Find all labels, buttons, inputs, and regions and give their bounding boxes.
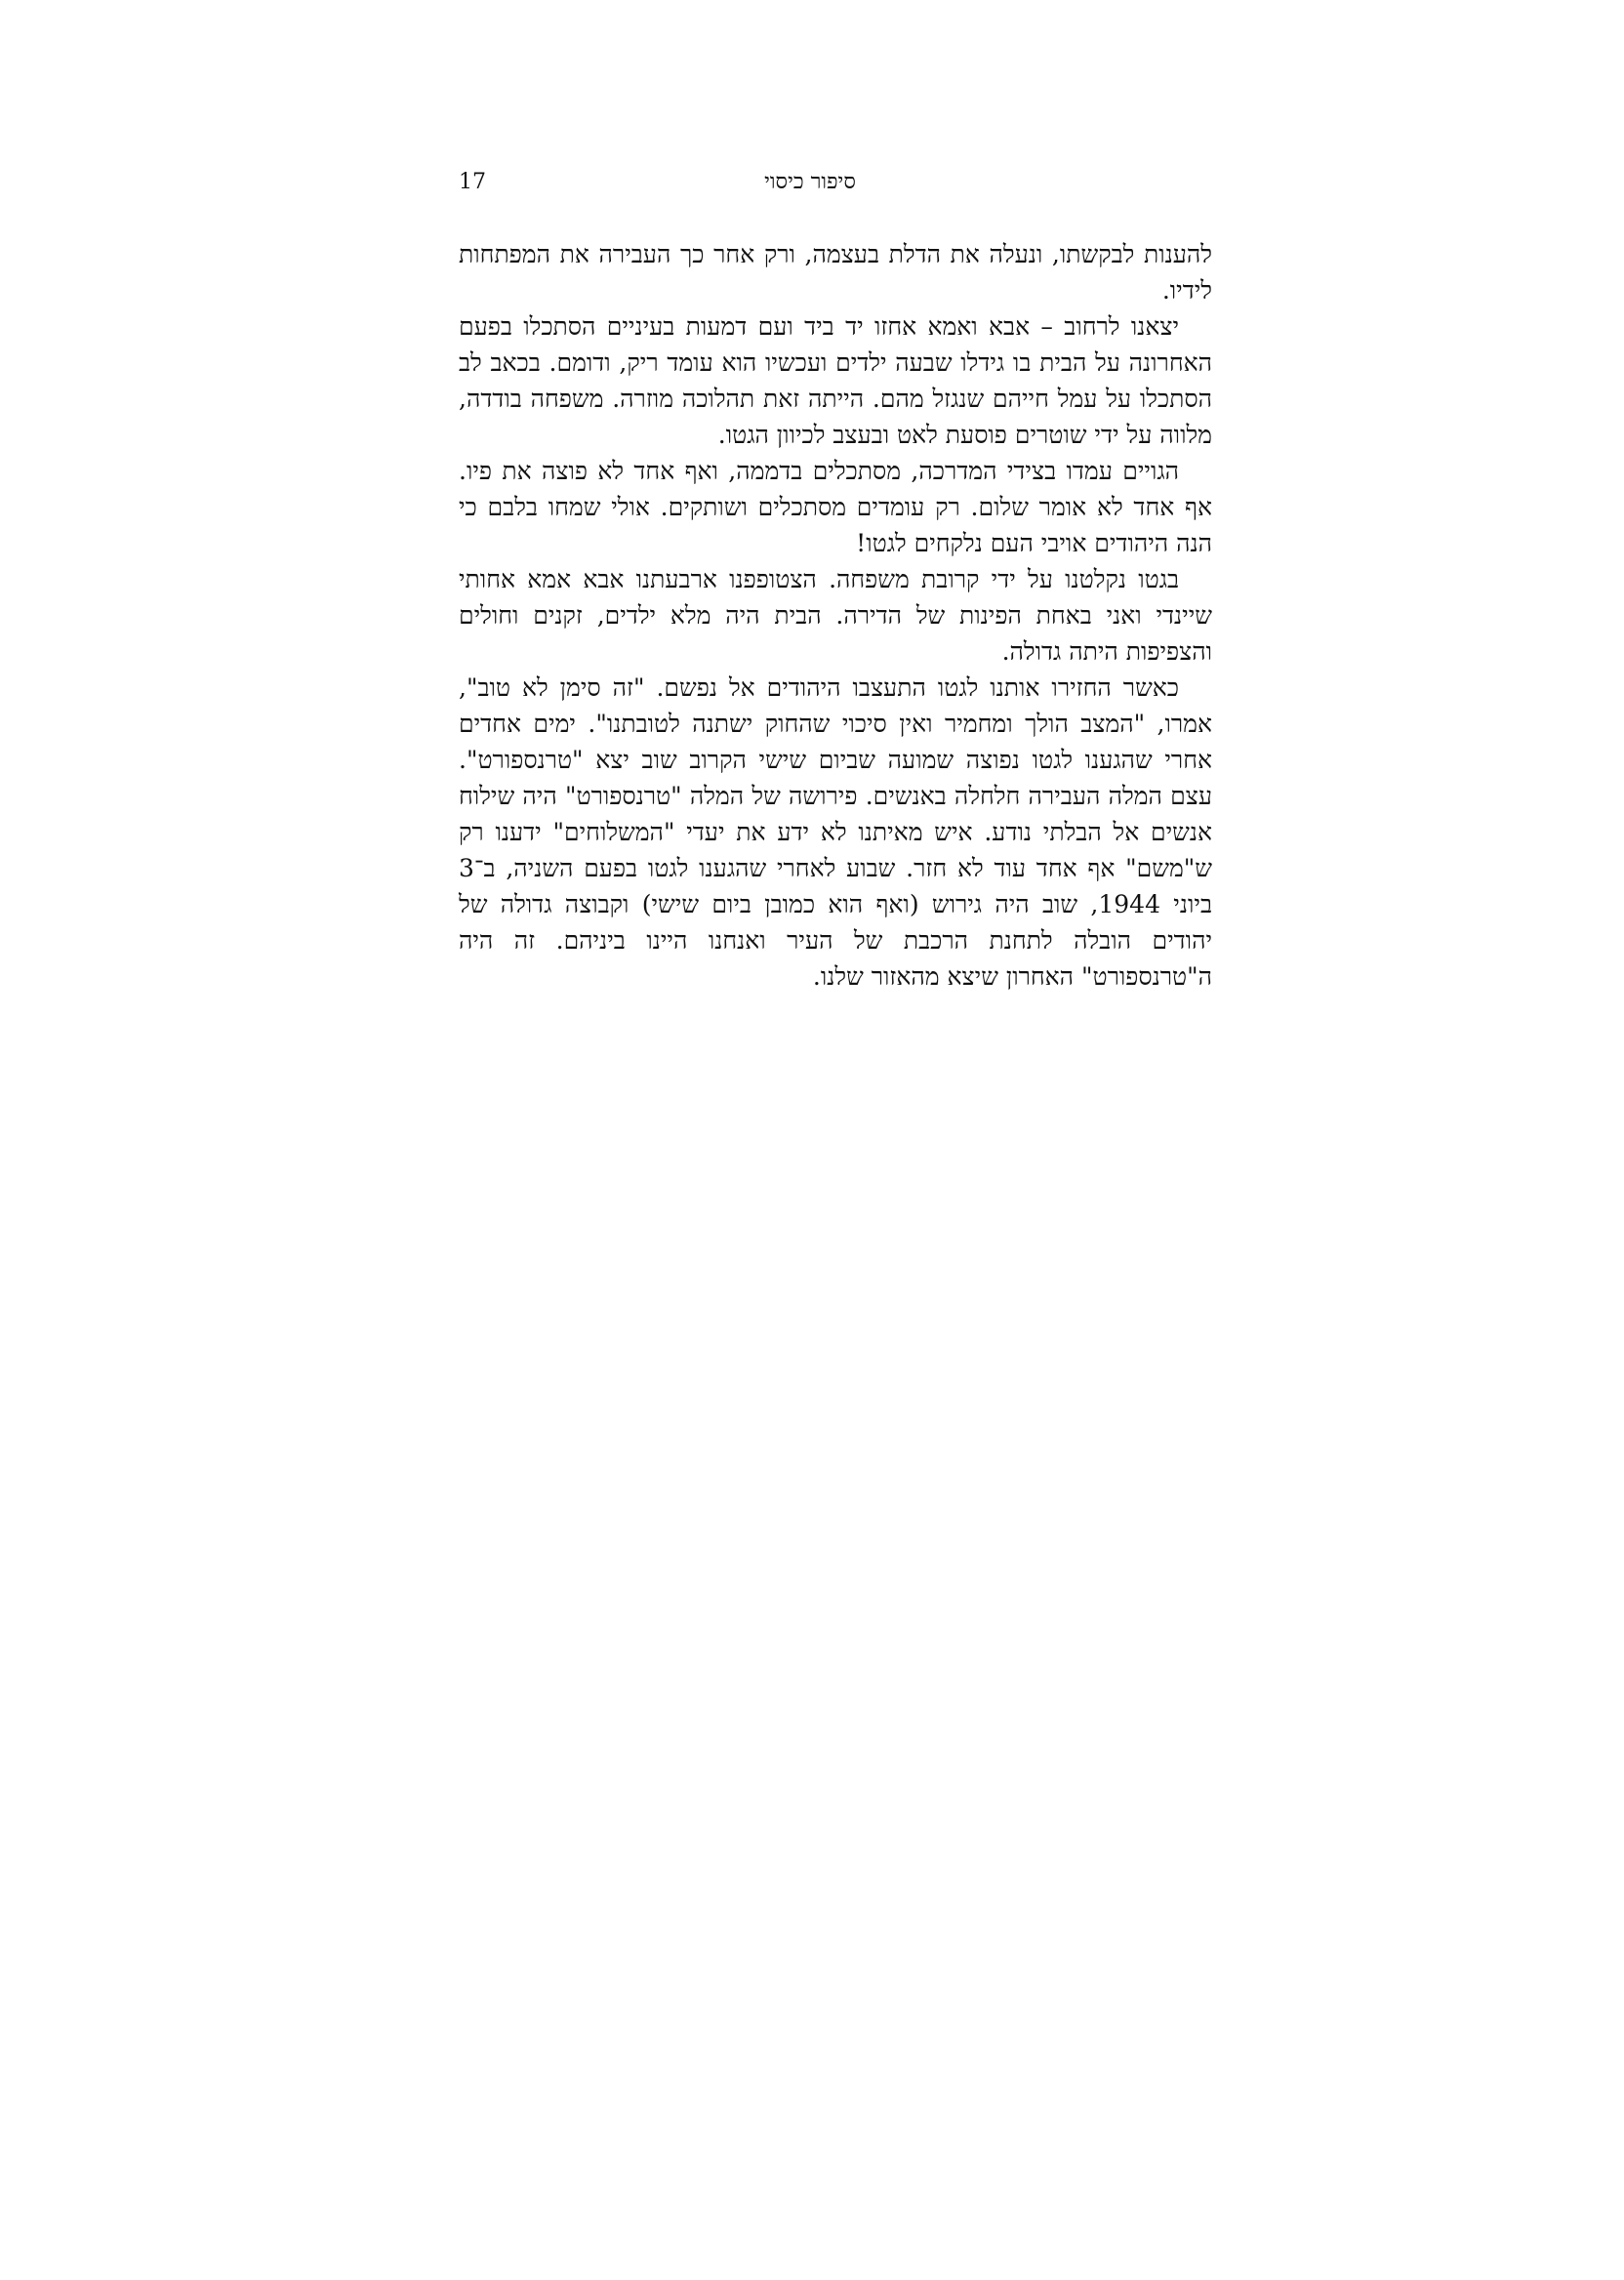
paragraph-2: יצאנו לרחוב – אבא ואמא אחזו יד ביד ועם דמעות בעיניים הסתכלו בפעם האחרונה על הבית בו גידלו שבעה ילדים ועכשיו הוא עומד ריק, ודומם. בכאב לב הסתכלו על עמל חייהם שנגזל מהם. הייתה זאת תהלוכה מוזרה. משפחה בודדה, מלווה על ידי שוטרים פוסעת לאט ובעצב לכיוון הגטו. [459, 312, 1212, 449]
paragraph-3: הגויים עמדו בצידי המדרכה, מסתכלים בדממה, ואף אחד לא פוצה את פיו. אף אחד לא אומר שלום. רק עומדים מסתכלים ושותקים. אולי שמחו בלבם כי הנה היהודים אויבי העם נלקחים לגטו! [459, 457, 1212, 557]
paragraph-5: כאשר החזירו אותנו לגטו התעצבו היהודים אל נפשם. "זה סימן לא טוב", אמרו, "המצב הולך ומחמיר ואין סיכוי שהחוק ישתנה לטובתנו". ימים אחדים אחרי שהגענו לגטו נפוצה שמועה שביום שישי הקרוב שוב יצא "טרנספורט". עצם המלה העבירה חלחלה באנשים. פירושה של המלה "טרנספורט" היה שילוח אנשים אל הבלתי נודע. איש מאיתנו לא ידע את יעדי "המשלוחים" ידענו רק ש"משם" אף אחד עוד לא חזר. שבוע לאחרי שהגענו לגטו בפעם השניה, ב־3 ביוני 1944, שוב היה גירוש (ואף הוא כמובן ביום שישי) וקבוצה גדולה של יהודים הובלה לתחנת הרכבת של העיר ואנחנו היינו ביניהם. זה היה ה"טרנספורט" האחרון שיצא מהאזור שלנו. [459, 673, 1212, 991]
page-number: 17 [459, 170, 486, 194]
paragraph-4: בגטו נקלטנו על ידי קרובת משפחה. הצטופפנו ארבעתנו אבא אמא אחותי שיינדי ואני באחת הפינות של הדירה. הבית היה מלא ילדים, זקנים וחולים והצפיפות היתה גדולה. [459, 565, 1212, 666]
running-header-title: סיפור כיסוי [764, 170, 856, 194]
paragraph-1: להענות לבקשתו, ונעלה את הדלת בעצמה, ורק אחר כך העבירה את המפתחות לידיו. [459, 240, 1212, 305]
body-text [459, 236, 1212, 995]
